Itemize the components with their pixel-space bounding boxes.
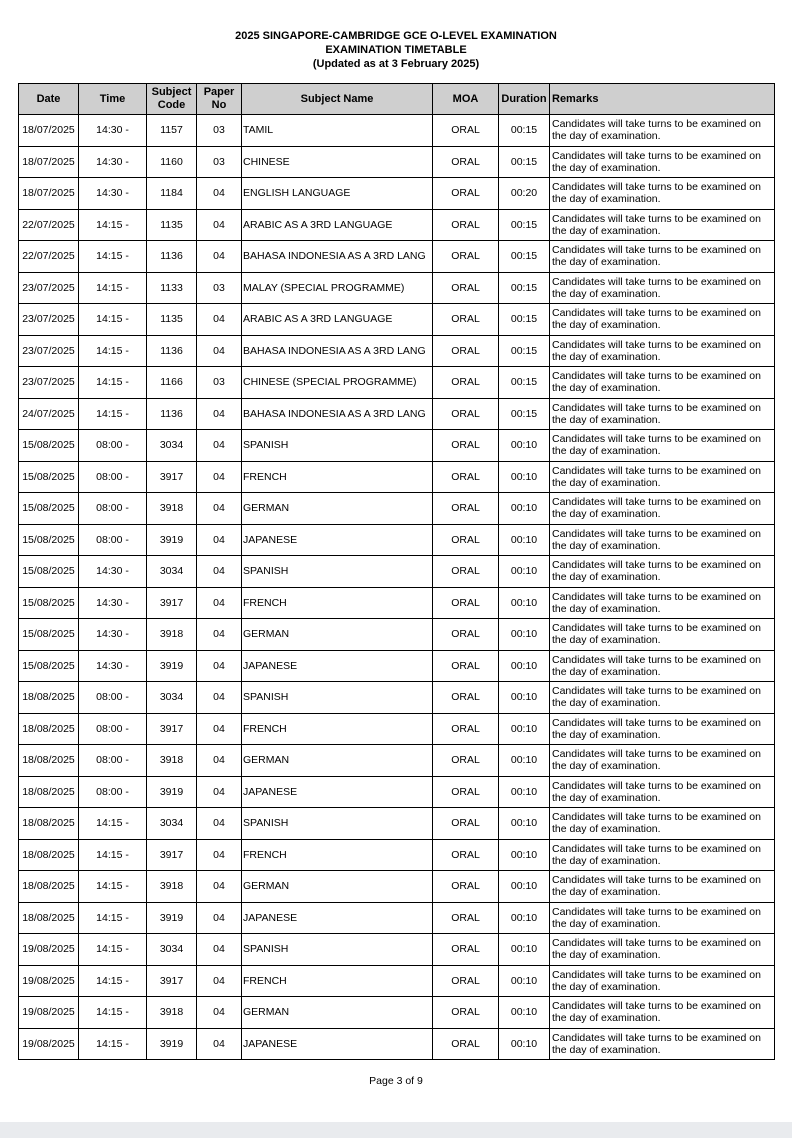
cell-subject-code: 1135 bbox=[147, 304, 197, 336]
cell-remarks: Candidates will take turns to be examined on the day of examination. bbox=[550, 367, 775, 399]
cell-moa: ORAL bbox=[433, 1028, 499, 1060]
cell-moa: ORAL bbox=[433, 902, 499, 934]
table-row bbox=[19, 682, 775, 714]
cell-paper-no: 04 bbox=[197, 587, 242, 619]
cell-subject-code: 3918 bbox=[147, 619, 197, 651]
cell-date: 15/08/2025 bbox=[19, 556, 79, 588]
cell-paper-no: 04 bbox=[197, 745, 242, 777]
cell-date: 18/08/2025 bbox=[19, 839, 79, 871]
cell-remarks: Candidates will take turns to be examined on the day of examination. bbox=[550, 965, 775, 997]
cell-subject-name: SPANISH bbox=[242, 682, 433, 714]
cell-duration: 00:15 bbox=[499, 304, 550, 336]
table-row bbox=[19, 650, 775, 682]
cell-remarks: Candidates will take turns to be examined on the day of examination. bbox=[550, 587, 775, 619]
page-number: Page 3 of 9 bbox=[369, 1075, 423, 1087]
cell-date: 18/08/2025 bbox=[19, 776, 79, 808]
cell-subject-code: 3917 bbox=[147, 587, 197, 619]
cell-subject-name: CHINESE bbox=[242, 146, 433, 178]
cell-paper-no: 04 bbox=[197, 965, 242, 997]
cell-time: 14:30 - bbox=[79, 587, 147, 619]
timetable-table bbox=[18, 83, 775, 1060]
cell-date: 19/08/2025 bbox=[19, 934, 79, 966]
column-header-subject-name: Subject Name bbox=[242, 84, 433, 115]
cell-remarks: Candidates will take turns to be examined on the day of examination. bbox=[550, 934, 775, 966]
cell-duration: 00:10 bbox=[499, 493, 550, 525]
cell-paper-no: 04 bbox=[197, 524, 242, 556]
cell-duration: 00:15 bbox=[499, 115, 550, 147]
cell-remarks: Candidates will take turns to be examined on the day of examination. bbox=[550, 304, 775, 336]
table-row bbox=[19, 335, 775, 367]
cell-remarks: Candidates will take turns to be examined on the day of examination. bbox=[550, 398, 775, 430]
cell-subject-code: 3919 bbox=[147, 902, 197, 934]
cell-subject-code: 3917 bbox=[147, 965, 197, 997]
cell-remarks: Candidates will take turns to be examined on the day of examination. bbox=[550, 650, 775, 682]
cell-subject-name: GERMAN bbox=[242, 619, 433, 651]
cell-duration: 00:10 bbox=[499, 524, 550, 556]
table-row bbox=[19, 115, 775, 147]
cell-date: 15/08/2025 bbox=[19, 619, 79, 651]
cell-moa: ORAL bbox=[433, 461, 499, 493]
cell-paper-no: 04 bbox=[197, 178, 242, 210]
cell-remarks: Candidates will take turns to be examined on the day of examination. bbox=[550, 776, 775, 808]
cell-subject-name: BAHASA INDONESIA AS A 3RD LANG bbox=[242, 335, 433, 367]
table-row bbox=[19, 934, 775, 966]
cell-time: 14:30 - bbox=[79, 178, 147, 210]
cell-time: 14:30 - bbox=[79, 650, 147, 682]
cell-remarks: Candidates will take turns to be examined on the day of examination. bbox=[550, 682, 775, 714]
table-row bbox=[19, 272, 775, 304]
column-header-subject-code: Subject Code bbox=[147, 84, 197, 115]
cell-subject-code: 3034 bbox=[147, 934, 197, 966]
heading-line-timetable: EXAMINATION TIMETABLE bbox=[325, 44, 467, 56]
cell-paper-no: 04 bbox=[197, 461, 242, 493]
table-row bbox=[19, 997, 775, 1029]
cell-subject-name: JAPANESE bbox=[242, 776, 433, 808]
cell-subject-name: JAPANESE bbox=[242, 1028, 433, 1060]
cell-date: 18/07/2025 bbox=[19, 115, 79, 147]
cell-subject-name: FRENCH bbox=[242, 713, 433, 745]
document-heading bbox=[0, 29, 792, 71]
cell-subject-name: SPANISH bbox=[242, 934, 433, 966]
cell-duration: 00:10 bbox=[499, 902, 550, 934]
cell-subject-code: 3919 bbox=[147, 650, 197, 682]
cell-moa: ORAL bbox=[433, 398, 499, 430]
table-row bbox=[19, 146, 775, 178]
cell-date: 15/08/2025 bbox=[19, 430, 79, 462]
cell-paper-no: 04 bbox=[197, 934, 242, 966]
cell-date: 23/07/2025 bbox=[19, 367, 79, 399]
table-row bbox=[19, 902, 775, 934]
cell-time: 14:15 - bbox=[79, 367, 147, 399]
cell-subject-name: SPANISH bbox=[242, 808, 433, 840]
cell-moa: ORAL bbox=[433, 556, 499, 588]
cell-time: 14:30 - bbox=[79, 556, 147, 588]
cell-moa: ORAL bbox=[433, 430, 499, 462]
cell-duration: 00:10 bbox=[499, 839, 550, 871]
cell-time: 14:15 - bbox=[79, 902, 147, 934]
cell-duration: 00:10 bbox=[499, 745, 550, 777]
cell-duration: 00:10 bbox=[499, 682, 550, 714]
cell-moa: ORAL bbox=[433, 178, 499, 210]
cell-subject-name: MALAY (SPECIAL PROGRAMME) bbox=[242, 272, 433, 304]
cell-duration: 00:20 bbox=[499, 178, 550, 210]
cell-time: 14:30 - bbox=[79, 115, 147, 147]
cell-subject-code: 1166 bbox=[147, 367, 197, 399]
cell-subject-name: CHINESE (SPECIAL PROGRAMME) bbox=[242, 367, 433, 399]
cell-subject-code: 3917 bbox=[147, 839, 197, 871]
cell-moa: ORAL bbox=[433, 934, 499, 966]
cell-date: 15/08/2025 bbox=[19, 650, 79, 682]
table-row bbox=[19, 587, 775, 619]
cell-subject-code: 3919 bbox=[147, 776, 197, 808]
table-row bbox=[19, 178, 775, 210]
cell-time: 08:00 - bbox=[79, 745, 147, 777]
cell-remarks: Candidates will take turns to be examined on the day of examination. bbox=[550, 272, 775, 304]
cell-paper-no: 03 bbox=[197, 115, 242, 147]
cell-paper-no: 04 bbox=[197, 997, 242, 1029]
cell-subject-code: 1184 bbox=[147, 178, 197, 210]
cell-date: 15/08/2025 bbox=[19, 461, 79, 493]
cell-date: 19/08/2025 bbox=[19, 965, 79, 997]
cell-paper-no: 04 bbox=[197, 808, 242, 840]
cell-subject-code: 3919 bbox=[147, 524, 197, 556]
cell-remarks: Candidates will take turns to be examined on the day of examination. bbox=[550, 839, 775, 871]
cell-paper-no: 04 bbox=[197, 1028, 242, 1060]
cell-paper-no: 04 bbox=[197, 619, 242, 651]
table-row bbox=[19, 430, 775, 462]
cell-duration: 00:10 bbox=[499, 965, 550, 997]
column-header-paper-no: Paper No bbox=[197, 84, 242, 115]
cell-time: 14:15 - bbox=[79, 304, 147, 336]
cell-date: 18/08/2025 bbox=[19, 713, 79, 745]
cell-moa: ORAL bbox=[433, 808, 499, 840]
cell-paper-no: 04 bbox=[197, 398, 242, 430]
cell-date: 19/08/2025 bbox=[19, 997, 79, 1029]
table-row bbox=[19, 808, 775, 840]
cell-date: 23/07/2025 bbox=[19, 304, 79, 336]
cell-remarks: Candidates will take turns to be examined on the day of examination. bbox=[550, 808, 775, 840]
timetable-body bbox=[19, 115, 775, 1060]
cell-paper-no: 04 bbox=[197, 902, 242, 934]
cell-subject-code: 3918 bbox=[147, 871, 197, 903]
cell-moa: ORAL bbox=[433, 965, 499, 997]
table-row bbox=[19, 965, 775, 997]
cell-duration: 00:10 bbox=[499, 587, 550, 619]
cell-time: 08:00 - bbox=[79, 430, 147, 462]
cell-date: 24/07/2025 bbox=[19, 398, 79, 430]
cell-moa: ORAL bbox=[433, 682, 499, 714]
cell-moa: ORAL bbox=[433, 272, 499, 304]
cell-subject-code: 1160 bbox=[147, 146, 197, 178]
cell-moa: ORAL bbox=[433, 776, 499, 808]
cell-time: 14:15 - bbox=[79, 934, 147, 966]
cell-remarks: Candidates will take turns to be examined on the day of examination. bbox=[550, 871, 775, 903]
cell-subject-code: 1136 bbox=[147, 241, 197, 273]
table-row bbox=[19, 839, 775, 871]
heading-line-updated: (Updated as at 3 February 2025) bbox=[312, 58, 480, 70]
cell-moa: ORAL bbox=[433, 524, 499, 556]
cell-remarks: Candidates will take turns to be examined on the day of examination. bbox=[550, 619, 775, 651]
cell-duration: 00:10 bbox=[499, 430, 550, 462]
cell-moa: ORAL bbox=[433, 146, 499, 178]
cell-time: 14:15 - bbox=[79, 398, 147, 430]
cell-moa: ORAL bbox=[433, 241, 499, 273]
cell-date: 15/08/2025 bbox=[19, 587, 79, 619]
cell-moa: ORAL bbox=[433, 871, 499, 903]
cell-date: 15/08/2025 bbox=[19, 493, 79, 525]
cell-remarks: Candidates will take turns to be examined on the day of examination. bbox=[550, 524, 775, 556]
cell-date: 18/08/2025 bbox=[19, 808, 79, 840]
cell-subject-name: BAHASA INDONESIA AS A 3RD LANG bbox=[242, 241, 433, 273]
cell-remarks: Candidates will take turns to be examined on the day of examination. bbox=[550, 493, 775, 525]
column-header-moa: MOA bbox=[433, 84, 499, 115]
cell-duration: 00:10 bbox=[499, 461, 550, 493]
cell-time: 14:15 - bbox=[79, 965, 147, 997]
cell-time: 14:15 - bbox=[79, 272, 147, 304]
cell-duration: 00:15 bbox=[499, 241, 550, 273]
table-row bbox=[19, 1028, 775, 1060]
cell-moa: ORAL bbox=[433, 745, 499, 777]
cell-duration: 00:15 bbox=[499, 398, 550, 430]
cell-time: 14:15 - bbox=[79, 839, 147, 871]
cell-subject-code: 1136 bbox=[147, 335, 197, 367]
cell-duration: 00:10 bbox=[499, 556, 550, 588]
cell-subject-code: 3919 bbox=[147, 1028, 197, 1060]
cell-moa: ORAL bbox=[433, 650, 499, 682]
table-row bbox=[19, 461, 775, 493]
cell-date: 18/08/2025 bbox=[19, 871, 79, 903]
cell-duration: 00:15 bbox=[499, 367, 550, 399]
table-row bbox=[19, 776, 775, 808]
cell-time: 08:00 - bbox=[79, 493, 147, 525]
cell-paper-no: 04 bbox=[197, 241, 242, 273]
cell-subject-name: GERMAN bbox=[242, 997, 433, 1029]
cell-time: 14:15 - bbox=[79, 335, 147, 367]
cell-date: 18/08/2025 bbox=[19, 745, 79, 777]
cell-subject-name: FRENCH bbox=[242, 965, 433, 997]
table-row bbox=[19, 493, 775, 525]
cell-paper-no: 04 bbox=[197, 335, 242, 367]
cell-subject-code: 3034 bbox=[147, 808, 197, 840]
cell-time: 08:00 - bbox=[79, 461, 147, 493]
cell-time: 08:00 - bbox=[79, 682, 147, 714]
cell-subject-name: BAHASA INDONESIA AS A 3RD LANG bbox=[242, 398, 433, 430]
cell-paper-no: 03 bbox=[197, 272, 242, 304]
cell-moa: ORAL bbox=[433, 713, 499, 745]
cell-duration: 00:15 bbox=[499, 209, 550, 241]
cell-subject-code: 3917 bbox=[147, 713, 197, 745]
cell-time: 14:15 - bbox=[79, 997, 147, 1029]
cell-remarks: Candidates will take turns to be examined on the day of examination. bbox=[550, 178, 775, 210]
cell-duration: 00:10 bbox=[499, 1028, 550, 1060]
cell-paper-no: 04 bbox=[197, 650, 242, 682]
cell-subject-code: 3034 bbox=[147, 556, 197, 588]
cell-date: 22/07/2025 bbox=[19, 209, 79, 241]
cell-subject-code: 3918 bbox=[147, 745, 197, 777]
cell-subject-code: 1157 bbox=[147, 115, 197, 147]
cell-duration: 00:10 bbox=[499, 997, 550, 1029]
cell-remarks: Candidates will take turns to be examined on the day of examination. bbox=[550, 745, 775, 777]
cell-subject-name: JAPANESE bbox=[242, 524, 433, 556]
cell-remarks: Candidates will take turns to be examined on the day of examination. bbox=[550, 713, 775, 745]
cell-paper-no: 04 bbox=[197, 209, 242, 241]
cell-moa: ORAL bbox=[433, 335, 499, 367]
cell-remarks: Candidates will take turns to be examined on the day of examination. bbox=[550, 430, 775, 462]
cell-date: 22/07/2025 bbox=[19, 241, 79, 273]
cell-moa: ORAL bbox=[433, 209, 499, 241]
cell-duration: 00:15 bbox=[499, 272, 550, 304]
cell-subject-name: JAPANESE bbox=[242, 902, 433, 934]
cell-paper-no: 04 bbox=[197, 871, 242, 903]
cell-date: 23/07/2025 bbox=[19, 272, 79, 304]
cell-moa: ORAL bbox=[433, 367, 499, 399]
cell-subject-code: 3034 bbox=[147, 430, 197, 462]
table-row bbox=[19, 556, 775, 588]
cell-time: 08:00 - bbox=[79, 713, 147, 745]
column-header-date: Date bbox=[19, 84, 79, 115]
cell-remarks: Candidates will take turns to be examined on the day of examination. bbox=[550, 241, 775, 273]
table-row bbox=[19, 367, 775, 399]
cell-date: 18/08/2025 bbox=[19, 902, 79, 934]
table-row bbox=[19, 524, 775, 556]
cell-paper-no: 04 bbox=[197, 839, 242, 871]
cell-time: 14:15 - bbox=[79, 209, 147, 241]
cell-subject-name: SPANISH bbox=[242, 556, 433, 588]
heading-line-exam: 2025 SINGAPORE-CAMBRIDGE GCE O-LEVEL EXAMINATION bbox=[235, 30, 557, 42]
cell-date: 18/07/2025 bbox=[19, 178, 79, 210]
cell-remarks: Candidates will take turns to be examined on the day of examination. bbox=[550, 461, 775, 493]
cell-paper-no: 03 bbox=[197, 367, 242, 399]
cell-time: 14:30 - bbox=[79, 619, 147, 651]
cell-time: 14:15 - bbox=[79, 808, 147, 840]
cell-moa: ORAL bbox=[433, 997, 499, 1029]
cell-duration: 00:15 bbox=[499, 335, 550, 367]
cell-date: 19/08/2025 bbox=[19, 1028, 79, 1060]
cell-subject-code: 1133 bbox=[147, 272, 197, 304]
cell-duration: 00:15 bbox=[499, 146, 550, 178]
table-header-row bbox=[19, 84, 775, 115]
cell-remarks: Candidates will take turns to be examined on the day of examination. bbox=[550, 335, 775, 367]
table-row bbox=[19, 241, 775, 273]
cell-moa: ORAL bbox=[433, 493, 499, 525]
cell-time: 14:30 - bbox=[79, 146, 147, 178]
table-row bbox=[19, 619, 775, 651]
table-row bbox=[19, 745, 775, 777]
cell-remarks: Candidates will take turns to be examined on the day of examination. bbox=[550, 115, 775, 147]
cell-remarks: Candidates will take turns to be examined on the day of examination. bbox=[550, 1028, 775, 1060]
cell-time: 08:00 - bbox=[79, 776, 147, 808]
table-row bbox=[19, 871, 775, 903]
cell-subject-name: JAPANESE bbox=[242, 650, 433, 682]
cell-paper-no: 04 bbox=[197, 556, 242, 588]
cell-duration: 00:10 bbox=[499, 713, 550, 745]
cell-date: 23/07/2025 bbox=[19, 335, 79, 367]
cell-moa: ORAL bbox=[433, 304, 499, 336]
cell-subject-name: ENGLISH LANGUAGE bbox=[242, 178, 433, 210]
cell-subject-name: GERMAN bbox=[242, 745, 433, 777]
cell-remarks: Candidates will take turns to be examined on the day of examination. bbox=[550, 209, 775, 241]
cell-time: 14:15 - bbox=[79, 871, 147, 903]
cell-paper-no: 04 bbox=[197, 682, 242, 714]
cell-moa: ORAL bbox=[433, 587, 499, 619]
cell-date: 18/08/2025 bbox=[19, 682, 79, 714]
cell-paper-no: 04 bbox=[197, 430, 242, 462]
cell-moa: ORAL bbox=[433, 619, 499, 651]
cell-remarks: Candidates will take turns to be examined on the day of examination. bbox=[550, 146, 775, 178]
cell-subject-name: GERMAN bbox=[242, 871, 433, 903]
cell-moa: ORAL bbox=[433, 115, 499, 147]
cell-subject-code: 1136 bbox=[147, 398, 197, 430]
cell-subject-name: FRENCH bbox=[242, 461, 433, 493]
cell-time: 14:15 - bbox=[79, 1028, 147, 1060]
cell-subject-name: TAMIL bbox=[242, 115, 433, 147]
cell-duration: 00:10 bbox=[499, 871, 550, 903]
cell-remarks: Candidates will take turns to be examined on the day of examination. bbox=[550, 556, 775, 588]
column-header-time: Time bbox=[79, 84, 147, 115]
cell-duration: 00:10 bbox=[499, 619, 550, 651]
cell-subject-name: FRENCH bbox=[242, 839, 433, 871]
cell-paper-no: 04 bbox=[197, 713, 242, 745]
cell-moa: ORAL bbox=[433, 839, 499, 871]
cell-subject-code: 3918 bbox=[147, 493, 197, 525]
cell-subject-code: 3917 bbox=[147, 461, 197, 493]
cell-time: 14:15 - bbox=[79, 241, 147, 273]
cell-time: 08:00 - bbox=[79, 524, 147, 556]
cell-paper-no: 03 bbox=[197, 146, 242, 178]
column-header-duration: Duration bbox=[499, 84, 550, 115]
cell-subject-name: ARABIC AS A 3RD LANGUAGE bbox=[242, 304, 433, 336]
cell-remarks: Candidates will take turns to be examined on the day of examination. bbox=[550, 997, 775, 1029]
table-row bbox=[19, 304, 775, 336]
cell-duration: 00:10 bbox=[499, 808, 550, 840]
table-row bbox=[19, 209, 775, 241]
cell-subject-name: FRENCH bbox=[242, 587, 433, 619]
cell-subject-code: 3034 bbox=[147, 682, 197, 714]
cell-subject-name: GERMAN bbox=[242, 493, 433, 525]
cell-date: 18/07/2025 bbox=[19, 146, 79, 178]
cell-paper-no: 04 bbox=[197, 493, 242, 525]
cell-paper-no: 04 bbox=[197, 304, 242, 336]
cell-subject-name: SPANISH bbox=[242, 430, 433, 462]
column-header-remarks: Remarks bbox=[550, 84, 775, 115]
table-row bbox=[19, 398, 775, 430]
cell-remarks: Candidates will take turns to be examined on the day of examination. bbox=[550, 902, 775, 934]
cell-duration: 00:10 bbox=[499, 650, 550, 682]
cell-subject-name: ARABIC AS A 3RD LANGUAGE bbox=[242, 209, 433, 241]
cell-paper-no: 04 bbox=[197, 776, 242, 808]
cell-date: 15/08/2025 bbox=[19, 524, 79, 556]
cell-subject-code: 1135 bbox=[147, 209, 197, 241]
cell-subject-code: 3918 bbox=[147, 997, 197, 1029]
cell-duration: 00:10 bbox=[499, 934, 550, 966]
cell-duration: 00:10 bbox=[499, 776, 550, 808]
table-row bbox=[19, 713, 775, 745]
